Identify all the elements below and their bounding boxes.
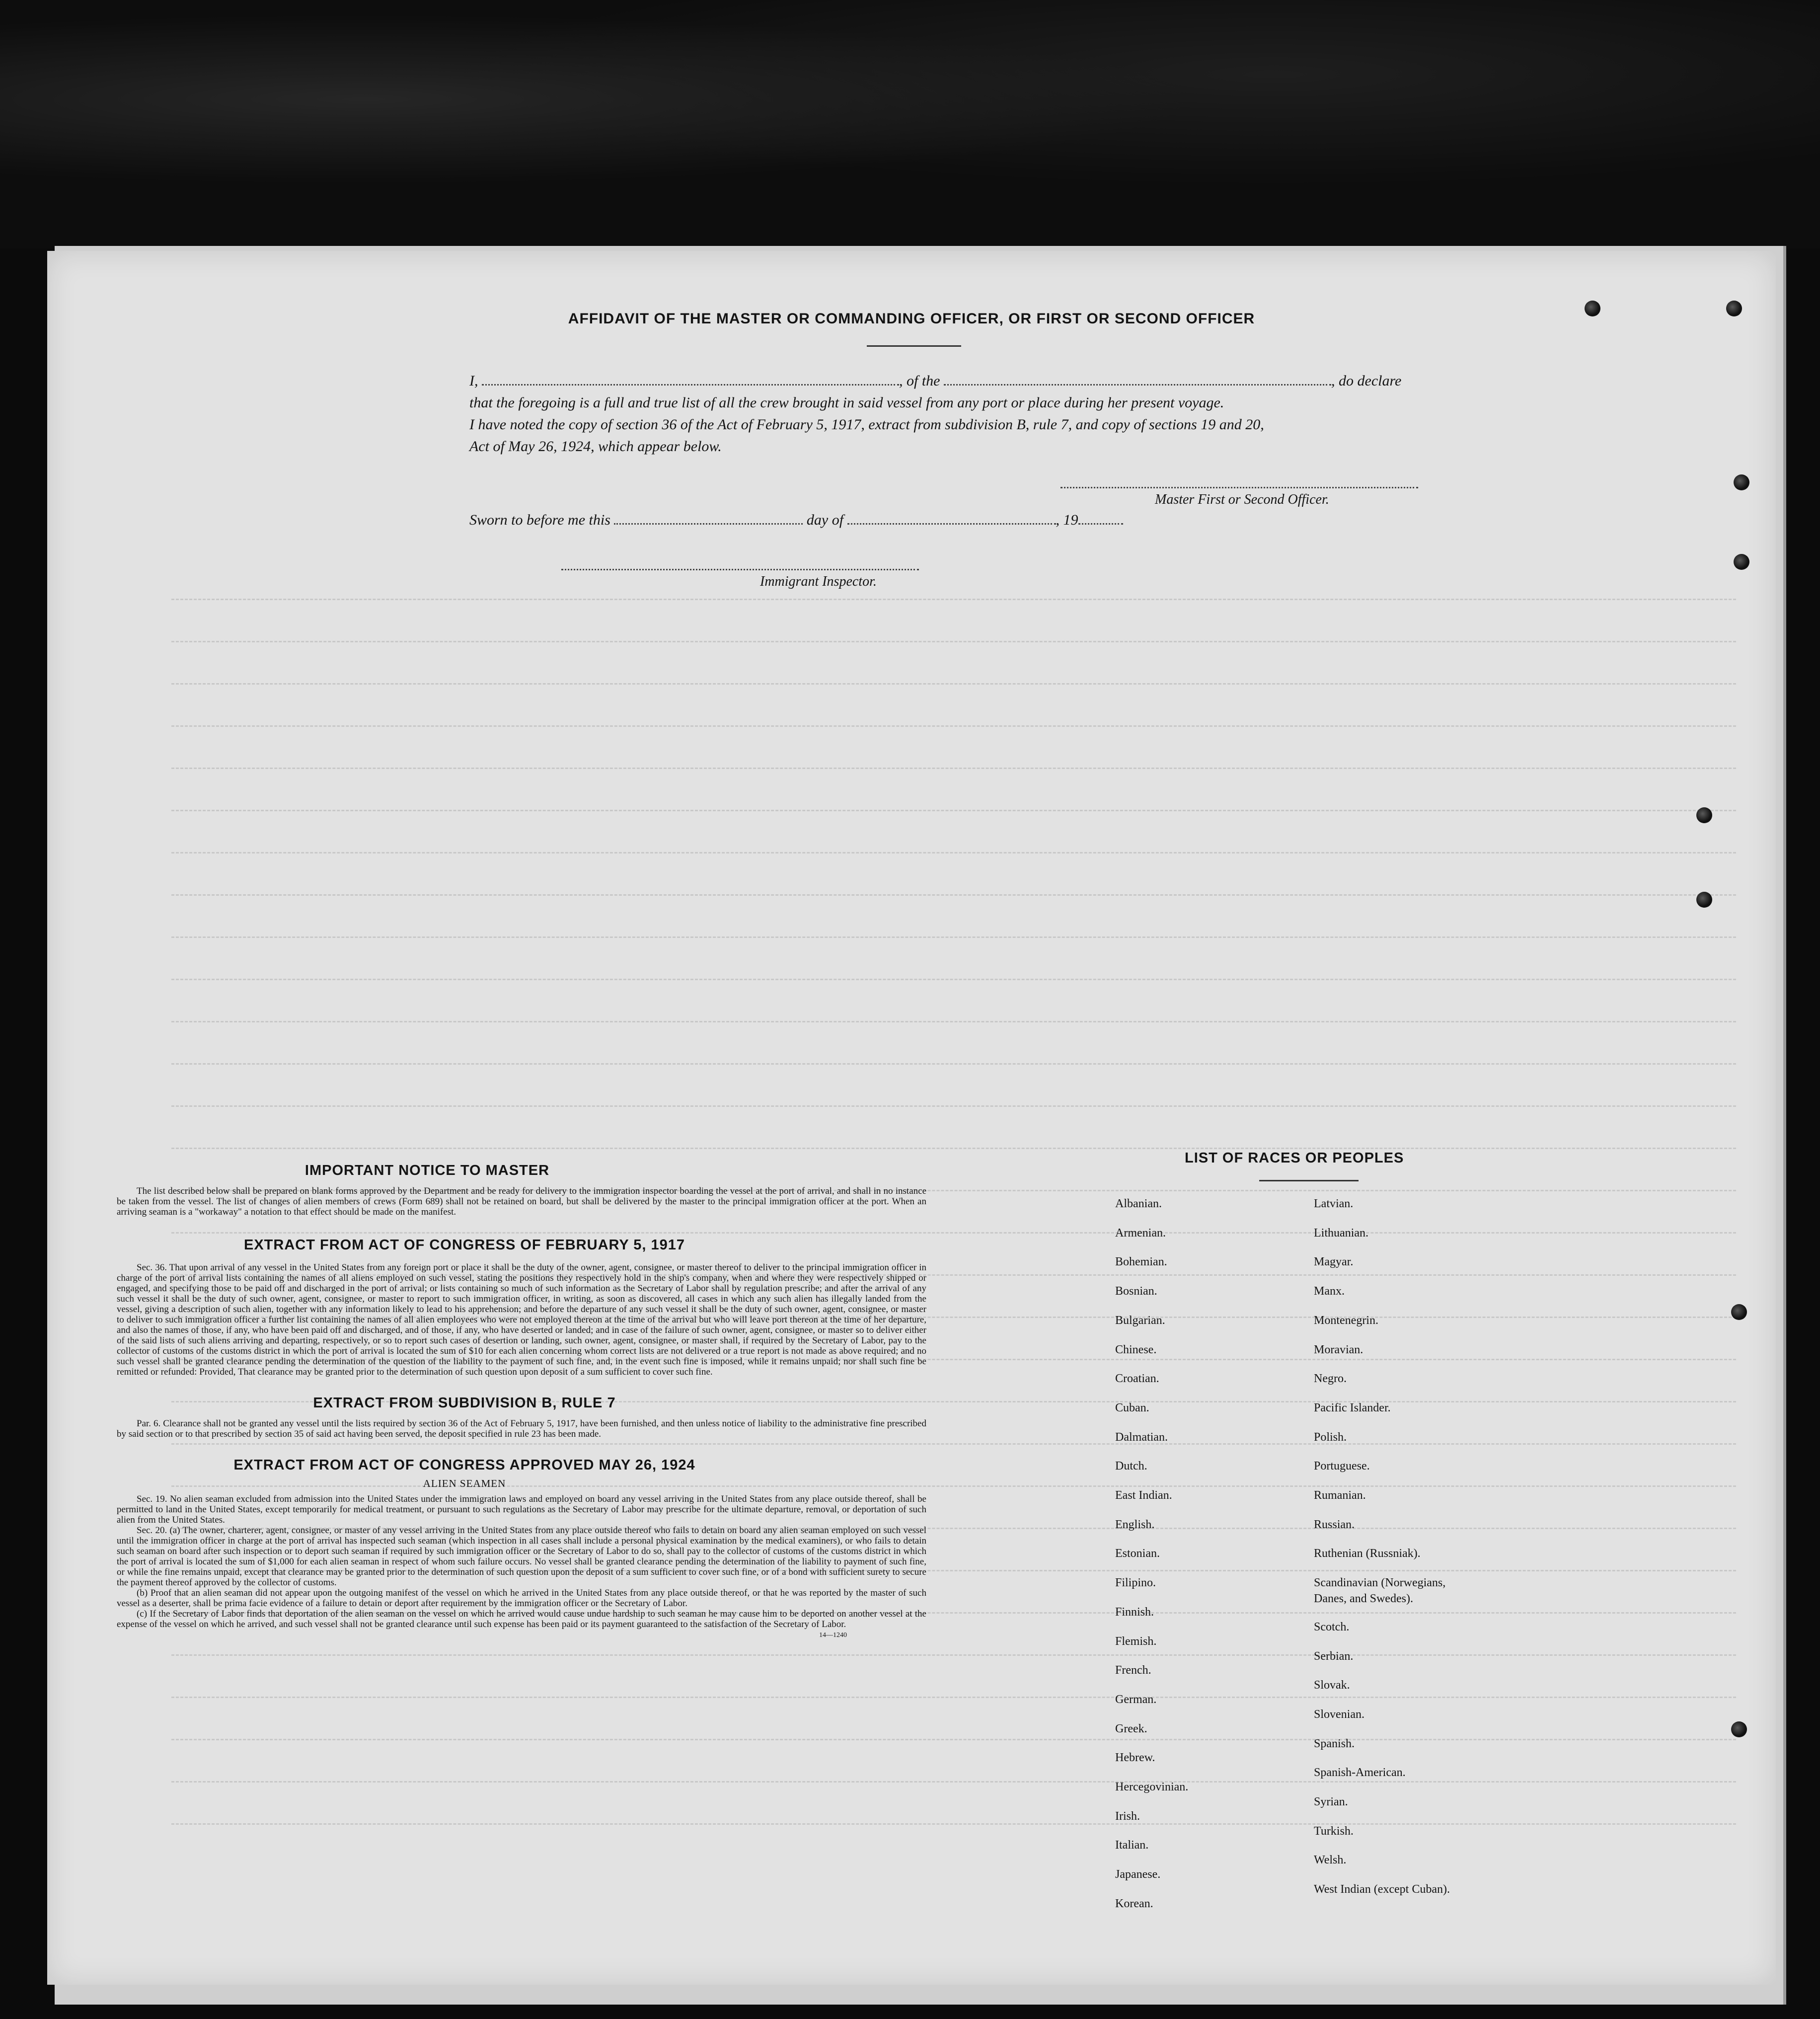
title-rule xyxy=(867,345,961,347)
ghost-row xyxy=(171,852,1736,855)
document-page xyxy=(47,251,1776,1985)
race-right-item: Pacific Islander. xyxy=(1314,1401,1391,1414)
ghost-row xyxy=(171,936,1736,940)
subdivision-b-body: Par. 6. Clearance shall not be granted any vessel until the lists required by section 36 of the Act of February 5, 1917, have been furnished, and then unless notice of liability to the administrative fine prescribed by said section or to that prescribed by section 35 of said act having been served, the deposit specified in rule 23 has been made. xyxy=(117,1418,926,1439)
race-right-item: Spanish-American. xyxy=(1314,1766,1406,1780)
race-right-item: Syrian. xyxy=(1314,1795,1348,1808)
race-left-item: Filipino. xyxy=(1115,1576,1156,1590)
affidavit-line-4: Act of May 26, 1924, which appear below. xyxy=(469,438,722,455)
punch-hole xyxy=(1734,474,1749,490)
race-left-item: Dutch. xyxy=(1115,1460,1147,1473)
punch-hole xyxy=(1696,807,1712,823)
affidavit-line-1 xyxy=(469,370,1488,392)
race-right-item: Slovenian. xyxy=(1314,1708,1365,1721)
race-left-item: Irish. xyxy=(1115,1809,1140,1823)
ghost-row xyxy=(171,1739,1736,1742)
race-left-item: Croatian. xyxy=(1115,1372,1159,1386)
race-right-item: Polish. xyxy=(1314,1430,1347,1444)
master-signature-line xyxy=(1061,487,1418,488)
race-left-item: Bosnian. xyxy=(1115,1285,1157,1298)
ghost-row xyxy=(171,979,1736,982)
race-right-item: Spanish. xyxy=(1314,1737,1355,1750)
ghost-row xyxy=(171,599,1736,602)
sworn-line xyxy=(469,512,1123,529)
sec-19-body: Sec. 19. No alien seaman excluded from admission into the United States under the immigration laws and employed on board any vessel arriving in the United States from any place outside thereof, shall be permitted to land in the United States, except temporarily for medical treatment, or pursuant to such regulations as the Secretary of Labor may prescribe for the ultimate departure, removal, or deportation of such alien from the United States. xyxy=(117,1494,926,1525)
ghost-row xyxy=(171,1823,1736,1827)
of-the-label: , of the xyxy=(899,373,940,389)
sworn-day-blank xyxy=(614,523,803,525)
alien-seamen-subtitle: ALIEN SEAMEN xyxy=(423,1477,506,1489)
race-left-item: Hebrew. xyxy=(1115,1751,1155,1765)
race-right-item: West Indian (except Cuban). xyxy=(1314,1883,1450,1896)
ghost-row xyxy=(171,1063,1736,1067)
extract-1924-title: EXTRACT FROM ACT OF CONGRESS APPROVED MAY 26, 1924 xyxy=(233,1457,695,1473)
races-rule xyxy=(1259,1180,1359,1181)
subdivision-b-title: EXTRACT FROM SUBDIVISION B, RULE 7 xyxy=(313,1395,616,1411)
ghost-row xyxy=(171,1697,1736,1700)
ghost-row xyxy=(171,1654,1736,1658)
race-left-item: German. xyxy=(1115,1693,1157,1706)
ghost-row xyxy=(171,725,1736,729)
ghost-row xyxy=(171,683,1736,687)
race-right-item: Portuguese. xyxy=(1314,1460,1370,1473)
sec-20a-body: Sec. 20. (a) The owner, charterer, agent, consignee, or master of any vessel arriving in the United States from any place outside thereof who fails to detain on board any alien seaman employed on such vessel until the immigration officer in charge at the port of arrival has inspected such seaman (which inspection in all cases shall include a personal physical examination by the medical examiners), or who fails to detain such seaman on board after such inspection or to deport such seaman if required by such immigration officer or the Secretary of Labor to do so, shall pay to the collector of customs of the customs district in which the port of arrival is located the sum of $1,000 for each alien seaman in respect of whom such failure occurs. No vessel shall be granted clearance pending the determination of the liability to payment of such fine, or while the fine remains unpaid, except that clearance may be granted prior to the determination of such question upon the deposit of a sum sufficient to cover such fine, or of a bond with sufficient surety to secure the payment thereof approved by the collector of customs. xyxy=(117,1525,926,1588)
day-of-label: day of xyxy=(806,512,844,528)
sworn-year-blank xyxy=(1078,523,1123,525)
race-right-item: Ruthenian (Russniak). xyxy=(1314,1547,1421,1560)
races-title: LIST OF RACES OR PEOPLES xyxy=(1185,1150,1404,1166)
sworn-month-blank xyxy=(847,523,1056,525)
race-left-item: Japanese. xyxy=(1115,1868,1161,1881)
race-left-item: Albanian. xyxy=(1115,1197,1162,1210)
race-right-item: Serbian. xyxy=(1314,1649,1354,1663)
extract-1917-title: EXTRACT FROM ACT OF CONGRESS OF FEBRUARY 5, 1917 xyxy=(243,1237,685,1253)
race-right-item: Montenegrin. xyxy=(1314,1314,1378,1327)
race-right-item: Rumanian. xyxy=(1314,1489,1366,1502)
race-left-item: Dalmatian. xyxy=(1115,1430,1168,1444)
bleed-through-table xyxy=(47,251,1776,1985)
race-left-item: Armenian. xyxy=(1115,1226,1166,1240)
master-signature-label: Master First or Second Officer. xyxy=(1155,492,1329,507)
notice-title: IMPORTANT NOTICE TO MASTER xyxy=(304,1163,550,1178)
race-left-item: Hercegovinian. xyxy=(1115,1781,1189,1793)
year-label: , 19 xyxy=(1056,512,1078,528)
race-right-item: Danes, and Swedes). xyxy=(1314,1592,1413,1606)
punch-hole xyxy=(1585,301,1600,316)
punch-hole xyxy=(1731,1304,1747,1320)
form-number: 14—1240 xyxy=(819,1631,847,1639)
inspector-signature-line xyxy=(561,569,919,570)
race-right-item: Russian. xyxy=(1314,1518,1355,1531)
ghost-row xyxy=(171,768,1736,771)
race-left-item: East Indian. xyxy=(1115,1489,1172,1502)
race-left-item: Finnish. xyxy=(1115,1605,1154,1619)
film-border xyxy=(0,0,1820,248)
race-right-item: Moravian. xyxy=(1314,1343,1364,1356)
race-right-item: Lithuanian. xyxy=(1314,1226,1368,1240)
race-left-item: Bulgarian. xyxy=(1115,1314,1165,1327)
race-left-item: Bohemian. xyxy=(1115,1255,1167,1269)
punch-hole xyxy=(1726,301,1742,316)
notice-body: The list described below shall be prepared on blank forms approved by the Department and be ready for delivery to the immigration inspector boarding the vessel at the port of arrival, and shall in no instance be taken from the vessel. The list of changes of alien members of crews (Form 689) shall not be retained on board, but shall be delivered by the master to the principal immigration officer at the port. When an arriving seaman is a "workaway" a notation to that effect should be made on the manifest. xyxy=(117,1186,926,1217)
ghost-row xyxy=(171,810,1736,813)
race-right-item: Slovak. xyxy=(1314,1679,1350,1692)
inspector-signature-label: Immigrant Inspector. xyxy=(760,574,877,589)
punch-hole xyxy=(1731,1721,1747,1737)
race-left-item: Chinese. xyxy=(1115,1343,1157,1356)
race-right-item: Latvian. xyxy=(1314,1197,1354,1210)
race-right-item: Scotch. xyxy=(1314,1620,1350,1633)
ghost-row xyxy=(171,1781,1736,1785)
affidavit-title: AFFIDAVIT OF THE MASTER OR COMMANDING OFFICER, OR FIRST OR SECOND OFFICER xyxy=(568,311,1255,327)
sec-20c-body: (c) If the Secretary of Labor finds that deportation of the alien seaman on the vessel on which he arrived would cause undue hardship to such seaman he may cause him to be deported on another vessel at the expense of the vessel on which he arrived, and such vessel shall not be granted clearance until such expense has been paid or its payment guaranteed to the satisfaction of the Secretary of Labor. xyxy=(117,1609,926,1630)
affidavit-line-2: that the foregoing is a full and true list of all the crew brought in said vessel from any port or place during her present voyage. xyxy=(469,394,1224,411)
ghost-row xyxy=(171,894,1736,898)
sworn-label: Sworn to before me this xyxy=(469,512,610,528)
extract-1917-body: Sec. 36. That upon arrival of any vessel in the United States from any foreign port or place it shall be the duty of the owner, agent, consignee, or master thereof to deliver to the principal immigration officer in charge of the port of arrival lists containing the names of all aliens employed on such vessel, stating the positions they respectively hold in the ship's company, when and where they were respectively shipped or engaged, and specifying those to be paid off and discharged in the port of arrival; or lists containing so much of such information as the Secretary of Labor shall by regulation prescribe; and after the arrival of any such vessel it shall be the duty of such owner, agent, consignee, or master to report to such immigration officer, in writing, as soon as discovered, all cases in which any such alien has illegally landed from the vessel, giving a description of such alien, together with any information likely to lead to his apprehension; and before the departure of any such vessel it shall be the duty of such owner, agent, consignee, or master to deliver to such immigration officer a further list containing the names of all alien employees who were not employed thereon at the time of the arrival but who will leave port thereon at the time of her departure, and also the names of those, if any, who have been paid off and discharged, and of those, if any, who have deserted or landed; and in case of the failure of such owner, agent, consignee, or master so to deliver either of the said lists of such aliens arriving and departing, respectively, or so to report such cases of desertion or landing, such owner, agent, consignee, or master shall, if required by the Secretary of Labor, pay to the collector of customs of the customs district in which the port of arrival is located the sum of $10 for each alien concerning whom correct lists are not delivered or a true report is not made as above required; and no such vessel shall be granted clearance pending the determination of the question of the liability to the payment of such fine, and, in the event such fine is imposed, while it remains unpaid; nor shall such fine be remitted or refunded: Provided, That clearance may be granted prior to the determination of such question upon deposit of a sum sufficient to cover such fine. xyxy=(117,1262,926,1377)
legal-notices xyxy=(117,1163,926,1639)
i-label: I, xyxy=(469,373,478,389)
race-left-item: Italian. xyxy=(1115,1839,1149,1852)
affidavit-text xyxy=(469,370,1488,458)
race-right-item: Magyar. xyxy=(1314,1255,1354,1269)
vessel-blank xyxy=(944,384,1331,386)
do-declare-label: , do declare xyxy=(1331,373,1402,389)
ghost-row xyxy=(171,1148,1736,1151)
race-right-item: Manx. xyxy=(1314,1285,1345,1298)
race-left-item: French. xyxy=(1115,1664,1151,1677)
punch-hole xyxy=(1696,892,1712,908)
race-left-item: Cuban. xyxy=(1115,1401,1149,1414)
race-left-item: Greek. xyxy=(1115,1722,1147,1735)
race-right-item: Negro. xyxy=(1314,1372,1347,1386)
name-blank xyxy=(482,384,899,386)
race-right-item: Scandinavian (Norwegians, xyxy=(1314,1576,1446,1590)
race-right-item: Welsh. xyxy=(1314,1854,1347,1867)
race-left-item: English. xyxy=(1115,1518,1155,1531)
race-left-item: Flemish. xyxy=(1115,1634,1157,1648)
race-left-item: Korean. xyxy=(1115,1897,1153,1910)
race-right-item: Turkish. xyxy=(1314,1824,1354,1838)
affidavit-line-3: I have noted the copy of section 36 of the Act of February 5, 1917, extract from subdivision B, rule 7, and copy of sections 19 and 20, xyxy=(469,416,1264,433)
punch-hole xyxy=(1734,554,1749,570)
ghost-row xyxy=(171,1021,1736,1024)
ghost-row xyxy=(171,641,1736,644)
race-left-item: Estonian. xyxy=(1115,1547,1160,1560)
ghost-row xyxy=(171,1105,1736,1109)
sec-20b-body: (b) Proof that an alien seaman did not appear upon the outgoing manifest of the vessel on which he arrived in the United States from any place outside thereof, or that he was reported by the master of such vessel as a deserter, shall be prima facie evidence of a failure to detain or deport after requirement by the immigration officer or the Secretary of Labor. xyxy=(117,1588,926,1609)
